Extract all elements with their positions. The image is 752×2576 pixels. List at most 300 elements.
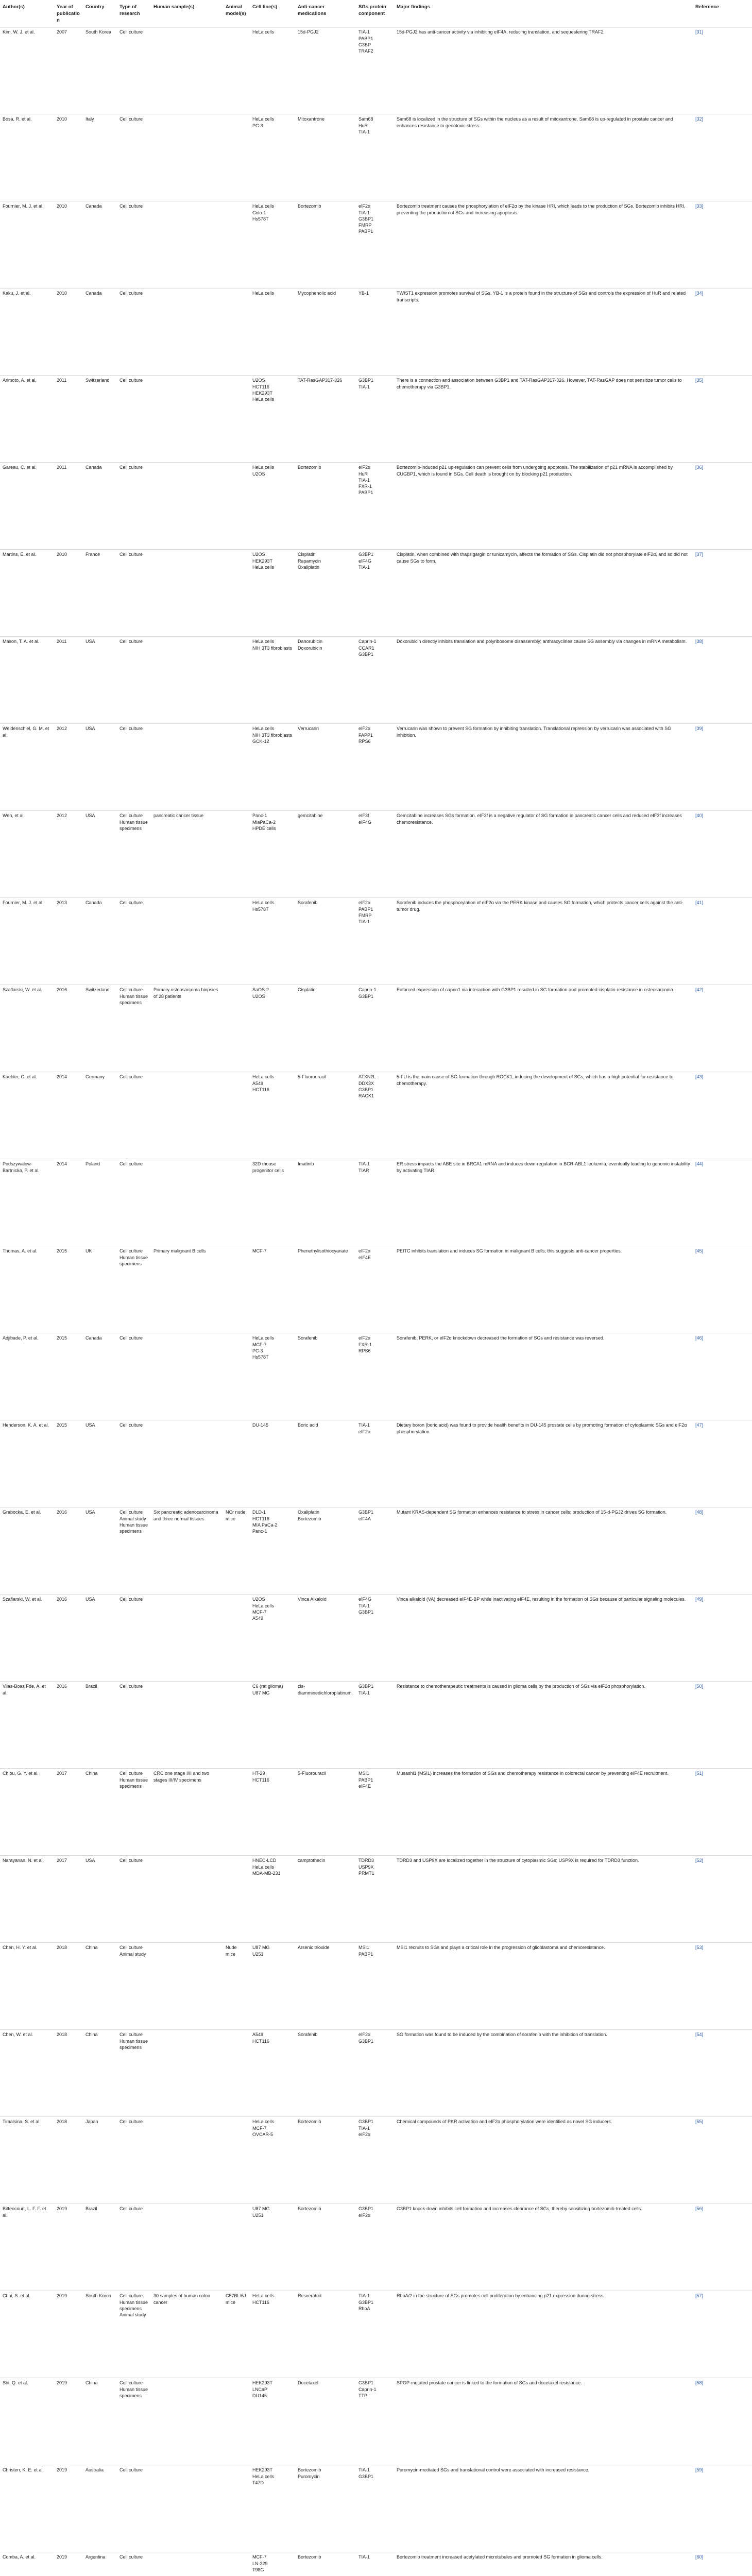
reference-link[interactable]: [44] (693, 1159, 752, 1246)
animal-model-cell (223, 1856, 250, 1943)
research-type-cell: Cell culture (117, 2204, 151, 2291)
research-type-cell: Cell culture Human tissue specimens (117, 2378, 151, 2465)
human-sample-cell (151, 2204, 223, 2291)
animal-model-cell (223, 811, 250, 898)
human-sample-cell (151, 2030, 223, 2117)
findings-cell: Cisplatin, when combined with thapsigargin or tunicamycin, affects the formation of SGs. Cisplatin did not phosphorylate eIF2α, and so did not cause SGs to form. (394, 550, 693, 637)
table-row (0, 1943, 752, 2030)
column-header: Cell line(s) (250, 0, 295, 27)
reference-link[interactable]: [59] (693, 2465, 752, 2552)
year-cell: 2019 (54, 2204, 83, 2291)
sg-protein-cell: G3BP1 TIA-1 eIF2α (356, 2117, 394, 2204)
findings-cell: Bortezomib-induced p21 up-regulation can prevent cells from undergoing apoptosis. The stabilization of p21 mRNA is accomplished by CUGBP1, which is found in SGs. Cell death is brought on by blocking p21 production. (394, 463, 693, 550)
reference-link[interactable]: [52] (693, 1856, 752, 1943)
research-type-cell: Cell culture Human tissue specimens (117, 985, 151, 1072)
cell-line-cell: 32D mouse progenitor cells (250, 1159, 295, 1246)
column-header: Major findings (394, 0, 693, 27)
findings-cell: Bortezomib treatment causes the phosphorylation of eIF2α by the kinase HRI, which leads to the production of SGs. Bortezomib inhibits HRI, preventing the production of SGs and increasing apoptosis. (394, 201, 693, 289)
research-type-cell: Cell culture (117, 289, 151, 376)
findings-cell: SG formation was found to be induced by the combination of sorafenib with the inhibition of translation. (394, 2030, 693, 2117)
reference-link[interactable]: [48] (693, 1507, 752, 1595)
reference-link[interactable]: [31] (693, 27, 752, 114)
reference-link[interactable]: [42] (693, 985, 752, 1072)
medication-cell: TAT-RasGAP317-326 (295, 376, 356, 463)
sg-protein-cell: eIF2α FXR-1 RPS6 (356, 1333, 394, 1420)
cell-line-cell: U2OS HeLa cells MCF-7 A549 (250, 1595, 295, 1682)
findings-cell: G3BP1 knock-down inhibits cell formation and increases clearance of SGs, thereby sensitizing bortezomib-treated cells. (394, 2204, 693, 2291)
findings-cell: Vinca alkaloid (VA) decreased eIF4E-BP while inactivating eIF4E, resulting in the formation of SGs because of particular signaling molecules. (394, 1595, 693, 1682)
sg-protein-cell: eIF2α G3BP1 (356, 2030, 394, 2117)
author-cell: Shi, Q. et al. (0, 2378, 54, 2465)
cell-line-cell: HeLa cells (250, 289, 295, 376)
animal-model-cell: C57BL/6J mice (223, 2291, 250, 2378)
sg-protein-cell: G3BP1 eIF2α (356, 2204, 394, 2291)
author-cell: Narayanan, N. et al. (0, 1856, 54, 1943)
research-type-cell: Cell culture (117, 1333, 151, 1420)
human-sample-cell (151, 2552, 223, 2576)
author-cell: Chen, W. et al. (0, 2030, 54, 2117)
research-type-cell: Cell culture (117, 27, 151, 114)
medication-cell: 5-Fluorouracil (295, 1072, 356, 1159)
column-header: Anti-cancer medications (295, 0, 356, 27)
findings-cell: ER stress impacts the ABE site in BRCA1 mRNA and induces down-regulation in BCR-ABL1 leukemia, eventually leading to genomic instability by activating TIAR. (394, 1159, 693, 1246)
findings-cell: TWIST1 expression promotes survival of SGs. YB-1 is a protein found in the structure of SGs and controls the expression of HuR and related transcripts. (394, 289, 693, 376)
reference-link[interactable]: [51] (693, 1769, 752, 1856)
cell-line-cell: SaOS-2 U2OS (250, 985, 295, 1072)
author-cell: Comba, A. et al. (0, 2552, 54, 2576)
author-cell: Arimoto, A. et al. (0, 376, 54, 463)
cell-line-cell: HNEC-LCD HeLa cells MDA-MB-231 (250, 1856, 295, 1943)
table-row (0, 289, 752, 376)
table-row (0, 1246, 752, 1333)
reference-link[interactable]: [53] (693, 1943, 752, 2030)
country-cell: USA (83, 1595, 117, 1682)
sg-protein-cell: G3BP1 eIF4A (356, 1507, 394, 1595)
year-cell: 2016 (54, 1595, 83, 1682)
human-sample-cell: Primary malignant B cells (151, 1246, 223, 1333)
table-row (0, 376, 752, 463)
year-cell: 2019 (54, 2378, 83, 2465)
author-cell: Mason, T. A. et al. (0, 637, 54, 724)
reference-link[interactable]: [33] (693, 201, 752, 289)
reference-link[interactable]: [32] (693, 114, 752, 201)
sg-protein-cell: eIF2α HuR TIA-1 FXR-1 PABP1 (356, 463, 394, 550)
research-type-cell: Cell culture (117, 1420, 151, 1507)
country-cell: Canada (83, 898, 117, 985)
reference-link[interactable]: [58] (693, 2378, 752, 2465)
medication-cell: Bortezomib (295, 2552, 356, 2576)
findings-cell: Resistance to chemotherapeutic treatments is caused in glioma cells by the production of SGs via eIF2α phosphorylation. (394, 1682, 693, 1769)
author-cell: Chiou, G. Y. et al. (0, 1769, 54, 1856)
reference-link[interactable]: [60] (693, 2552, 752, 2576)
author-cell: Kim, W. J. et al. (0, 27, 54, 114)
animal-model-cell (223, 1333, 250, 1420)
animal-model-cell (223, 201, 250, 289)
author-cell: Weldenschiel, G. M. et al. (0, 724, 54, 811)
cell-line-cell: HeLa cells MCF-7 PC-3 Hs578T (250, 1333, 295, 1420)
research-type-cell: Cell culture (117, 1682, 151, 1769)
human-sample-cell (151, 201, 223, 289)
table-row (0, 2378, 752, 2465)
medication-cell: Vinca Alkaloid (295, 1595, 356, 1682)
findings-cell: Dietary boron (boric acid) was found to provide health benefits in DU-145 prostate cells by promoting formation of cytoplasmic SGs and eIF2α phosphorylation. (394, 1420, 693, 1507)
country-cell: China (83, 2030, 117, 2117)
animal-model-cell (223, 637, 250, 724)
medication-cell: Arsenic trioxide (295, 1943, 356, 2030)
author-cell: Martins, E. et al. (0, 550, 54, 637)
human-sample-cell (151, 1420, 223, 1507)
column-header: Author(s) (0, 0, 54, 27)
findings-cell: Doxorubicin directly inhibits translation and polyribosome disassembly; anthracyclines cause SG assembly via changes in mRNA metabolism. (394, 637, 693, 724)
sg-protein-cell: G3BP1 eIF4G TIA-1 (356, 550, 394, 637)
year-cell: 2017 (54, 1856, 83, 1943)
reference-link[interactable]: [57] (693, 2291, 752, 2378)
sg-protein-cell: TIA-1 G3BP1 RhoA (356, 2291, 394, 2378)
cell-line-cell: HeLa cells HCT116 (250, 2291, 295, 2378)
human-sample-cell (151, 550, 223, 637)
year-cell: 2011 (54, 463, 83, 550)
table-row (0, 2030, 752, 2117)
table-row (0, 27, 752, 114)
animal-model-cell (223, 114, 250, 201)
table-row (0, 550, 752, 637)
cell-line-cell: HeLa cells A549 HCT116 (250, 1072, 295, 1159)
column-header: Type of research (117, 0, 151, 27)
human-sample-cell: pancreatic cancer tissue (151, 811, 223, 898)
research-type-cell: Cell culture Human tissue specimens (117, 1769, 151, 1856)
country-cell: USA (83, 1420, 117, 1507)
medication-cell: Boric acid (295, 1420, 356, 1507)
sg-protein-cell: TIA-1 eIF2α (356, 1420, 394, 1507)
year-cell: 2014 (54, 1159, 83, 1246)
animal-model-cell (223, 1682, 250, 1769)
medication-cell: Bortezomib (295, 201, 356, 289)
human-sample-cell (151, 376, 223, 463)
cell-line-cell: U2OS HCT116 HEK293T HeLa cells (250, 376, 295, 463)
table-row (0, 2465, 752, 2552)
country-cell: China (83, 2378, 117, 2465)
reference-link[interactable]: [46] (693, 1333, 752, 1420)
medication-cell: Bortezomib (295, 2117, 356, 2204)
year-cell: 2016 (54, 1507, 83, 1595)
medication-cell: camptothecin (295, 1856, 356, 1943)
reference-link[interactable]: [43] (693, 1072, 752, 1159)
medication-cell: Danorubicin Doxorubicin (295, 637, 356, 724)
research-type-cell: Cell culture (117, 637, 151, 724)
year-cell: 2016 (54, 985, 83, 1072)
research-type-cell: Cell culture (117, 2552, 151, 2576)
reference-link[interactable]: [56] (693, 2204, 752, 2291)
year-cell: 2010 (54, 289, 83, 376)
country-cell: Italy (83, 114, 117, 201)
research-type-cell: Cell culture (117, 1159, 151, 1246)
human-sample-cell: CRC one stage I/II and two stages III/IV specimens (151, 1769, 223, 1856)
country-cell: Poland (83, 1159, 117, 1246)
human-sample-cell: Six pancreatic adenocarcinoma and three normal tissues (151, 1507, 223, 1595)
medication-cell: Sorafenib (295, 1333, 356, 1420)
reference-link[interactable]: [45] (693, 1246, 752, 1333)
human-sample-cell (151, 898, 223, 985)
research-type-cell: Cell culture (117, 1856, 151, 1943)
research-type-cell: Cell culture Animal study (117, 1943, 151, 2030)
sg-protein-cell: TIA-1 TIAR (356, 1159, 394, 1246)
reference-link[interactable]: [39] (693, 724, 752, 811)
author-cell: Szaflarski, W. et al. (0, 1595, 54, 1682)
country-cell: Canada (83, 463, 117, 550)
findings-cell: Chemical compounds of PKR activation and eIF2α phosphorylation were identified as novel SG inducers. (394, 2117, 693, 2204)
country-cell: USA (83, 1507, 117, 1595)
author-cell: Thomas, A. et al. (0, 1246, 54, 1333)
country-cell: USA (83, 724, 117, 811)
author-cell: Fournier, M. J. et al. (0, 201, 54, 289)
year-cell: 2015 (54, 1246, 83, 1333)
reference-link[interactable]: [50] (693, 1682, 752, 1769)
medication-cell: Docetaxel (295, 2378, 356, 2465)
findings-cell: Gemcitabine increases SGs formation. eIF3f is a negative regulator of SG formation in pancreatic cancer cells and reduced eIF3f increases chemoresistance. (394, 811, 693, 898)
table-row (0, 2552, 752, 2576)
country-cell: Canada (83, 201, 117, 289)
country-cell: Switzerland (83, 985, 117, 1072)
year-cell: 2007 (54, 27, 83, 114)
author-cell: Wen, et al. (0, 811, 54, 898)
cell-line-cell: U87 MG U251 (250, 1943, 295, 2030)
animal-model-cell (223, 1595, 250, 1682)
sg-protein-cell: eIF4G TIA-1 G3BP1 (356, 1595, 394, 1682)
animal-model-cell (223, 2552, 250, 2576)
medication-cell: cis-diamminedichloroplatinum (295, 1682, 356, 1769)
table-header (0, 0, 752, 27)
medication-cell: Imatinib (295, 1159, 356, 1246)
column-header: Animal model(s) (223, 0, 250, 27)
country-cell: South Korea (83, 2291, 117, 2378)
sg-protein-cell: G3BP1 TIA-1 (356, 376, 394, 463)
table-row (0, 1856, 752, 1943)
reference-link[interactable]: [37] (693, 550, 752, 637)
cell-line-cell: MCF-7 (250, 1246, 295, 1333)
sg-protein-cell: TIA-1 (356, 2552, 394, 2576)
reference-link[interactable]: [36] (693, 463, 752, 550)
year-cell: 2015 (54, 1333, 83, 1420)
sg-protein-cell: TIA-1 G3BP1 (356, 2465, 394, 2552)
sg-protein-cell: eIF2α eIF4E (356, 1246, 394, 1333)
year-cell: 2015 (54, 1420, 83, 1507)
column-header: Reference (693, 0, 752, 27)
medication-cell: gemcitabine (295, 811, 356, 898)
human-sample-cell (151, 1943, 223, 2030)
animal-model-cell (223, 898, 250, 985)
reference-link[interactable]: [54] (693, 2030, 752, 2117)
table-row (0, 1507, 752, 1595)
column-header: Country (83, 0, 117, 27)
sg-protein-cell: eIF2α PABP1 FMRP TIA-1 (356, 898, 394, 985)
table-row (0, 1420, 752, 1507)
research-type-cell: Cell culture Human tissue specimens (117, 2030, 151, 2117)
findings-cell: 15d-PGJ2 has anti-cancer activity via inhibiting eIF4A, reducing translation, and sequestering TRAF2. (394, 27, 693, 114)
research-type-cell: Cell culture (117, 724, 151, 811)
findings-cell: Bortezomib treatment increased acetylated microtubules and promoted SG formation in glioma cells. (394, 2552, 693, 2576)
animal-model-cell (223, 1420, 250, 1507)
human-sample-cell: Primary osteosarcoma biopsies of 28 patients (151, 985, 223, 1072)
medication-cell: Sorafenib (295, 2030, 356, 2117)
cell-line-cell: HeLa cells MCF-7 OVCAR-5 (250, 2117, 295, 2204)
findings-cell: Musashi1 (MSI1) increases the formation of SGs and chemotherapy resistance in colorectal cancer by preventing eIF4E recruitment. (394, 1769, 693, 1856)
author-cell: Henderson, K. A. et al. (0, 1420, 54, 1507)
country-cell: USA (83, 811, 117, 898)
year-cell: 2013 (54, 898, 83, 985)
medication-cell: Mycophenolic acid (295, 289, 356, 376)
research-type-cell: Cell culture Animal study Human tissue specimens (117, 1507, 151, 1595)
medication-cell: Bortezomib (295, 463, 356, 550)
year-cell: 2012 (54, 811, 83, 898)
animal-model-cell (223, 289, 250, 376)
sg-protein-cell: ATXN2L DDX3X G3BP1 RACK1 (356, 1072, 394, 1159)
findings-cell: RhoA/2 in the structure of SGs promotes cell proliferation by enhancing p21 expression during stress. (394, 2291, 693, 2378)
findings-cell: PEITC inhibits translation and induces SG formation in malignant B cells; this suggests anti-cancer properties. (394, 1246, 693, 1333)
year-cell: 2018 (54, 2030, 83, 2117)
year-cell: 2011 (54, 637, 83, 724)
research-type-cell: Cell culture (117, 2117, 151, 2204)
findings-cell: Enforced expression of caprin1 via interaction with G3BP1 resulted in SG formation and promoted cisplatin resistance in osteosarcoma. (394, 985, 693, 1072)
animal-model-cell (223, 550, 250, 637)
country-cell: USA (83, 637, 117, 724)
cell-line-cell: DU-145 (250, 1420, 295, 1507)
findings-cell: TDRD3 and USP9X are localized together in the structure of cytoplasmic SGs; USP9X is required for TDRD3 function. (394, 1856, 693, 1943)
country-cell: Argentina (83, 2552, 117, 2576)
table-row (0, 637, 752, 724)
animal-model-cell (223, 1072, 250, 1159)
table-row (0, 114, 752, 201)
cell-line-cell: HeLa cells NIH 3T3 fibroblasts (250, 637, 295, 724)
animal-model-cell: NCr nude mice (223, 1507, 250, 1595)
human-sample-cell (151, 1159, 223, 1246)
reference-link[interactable]: [38] (693, 637, 752, 724)
research-type-cell: Cell culture (117, 1595, 151, 1682)
table-row (0, 2204, 752, 2291)
human-sample-cell (151, 463, 223, 550)
reference-link[interactable]: [40] (693, 811, 752, 898)
findings-cell: There is a connection and association between G3BP1 and TAT-RasGAP317-326. However, TAT-RasGAP does not sensitize tumor cells to chemotherapy via G3BP1. (394, 376, 693, 463)
medication-cell: Bortezomib Puromycin (295, 2465, 356, 2552)
findings-cell: SPOP-mutated prostate cancer is linked to the formation of SGs and docetaxel resistance. (394, 2378, 693, 2465)
cell-line-cell: DLD-1 HCT116 MIA PaCa-2 Panc-1 (250, 1507, 295, 1595)
medication-cell: Phenethylisothiocyanate (295, 1246, 356, 1333)
animal-model-cell (223, 2117, 250, 2204)
animal-model-cell (223, 2204, 250, 2291)
reference-link[interactable]: [41] (693, 898, 752, 985)
country-cell: China (83, 1769, 117, 1856)
cell-line-cell: MCF-7 LN-229 T98G (250, 2552, 295, 2576)
medication-cell: Cisplatin (295, 985, 356, 1072)
findings-cell: Mutant KRAS-dependent SG formation enhances resistance to stress in cancer cells; production of 15-d-PGJ2 drives SG formation. (394, 1507, 693, 1595)
reference-link[interactable]: [35] (693, 376, 752, 463)
table-row (0, 1769, 752, 1856)
author-cell: Choi, S. et al. (0, 2291, 54, 2378)
cell-line-cell: U2OS HEK293T HeLa cells (250, 550, 295, 637)
author-cell: Timalsina, S. et al. (0, 2117, 54, 2204)
table-row (0, 898, 752, 985)
findings-cell: 5-FU is the main cause of SG formation through ROCK1, inducing the development of SGs, which has a high potential for resistance to chemotherapy. (394, 1072, 693, 1159)
sg-protein-cell: TDRD3 USP9X PRMT1 (356, 1856, 394, 1943)
animal-model-cell: Nude mice (223, 1943, 250, 2030)
sg-protein-cell: MSI1 PABP1 (356, 1943, 394, 2030)
cell-line-cell: HeLa cells Colo-1 Hs578T (250, 201, 295, 289)
table-row (0, 724, 752, 811)
header-row (0, 0, 752, 27)
reference-link[interactable]: [34] (693, 289, 752, 376)
medication-cell: Cisplatin Rapamycin Oxaliplatin (295, 550, 356, 637)
findings-cell: Puromycin-mediated SGs and translational control were associated with increased resistance. (394, 2465, 693, 2552)
research-type-cell: Cell culture (117, 201, 151, 289)
cell-line-cell: Panc-1 MiaPaCa-2 HPDE cells (250, 811, 295, 898)
human-sample-cell (151, 114, 223, 201)
author-cell: Kaehler, C. et al. (0, 1072, 54, 1159)
year-cell: 2019 (54, 2291, 83, 2378)
table-row (0, 1682, 752, 1769)
human-sample-cell (151, 2378, 223, 2465)
research-type-cell: Cell culture (117, 463, 151, 550)
sg-protein-cell: eIF3f eIF4G (356, 811, 394, 898)
research-type-cell: Cell culture Human tissue specimens Animal study (117, 2291, 151, 2378)
findings-cell: Sorafenib induces the phosphorylation of eIF2α via the PERK kinase and causes SG formation, which protects cancer cells against the anti-tumor drug. (394, 898, 693, 985)
country-cell: Canada (83, 289, 117, 376)
country-cell: Australia (83, 2465, 117, 2552)
column-header: Year of publication (54, 0, 83, 27)
table-row (0, 1595, 752, 1682)
medication-cell: Oxaliplatin Bortezomib (295, 1507, 356, 1595)
author-cell: Bosa, R. et al. (0, 114, 54, 201)
table-row (0, 811, 752, 898)
country-cell: Brazil (83, 1682, 117, 1769)
human-sample-cell (151, 1595, 223, 1682)
medication-cell: Sorafenib (295, 898, 356, 985)
findings-cell: MSI1 recruits to SGs and plays a critical role in the progression of glioblastoma and chemoresistance. (394, 1943, 693, 2030)
sg-protein-cell: eIF2α TIA-1 G3BP1 FMRP PABP1 (356, 201, 394, 289)
reference-link[interactable]: [47] (693, 1420, 752, 1507)
animal-model-cell (223, 376, 250, 463)
reference-link[interactable]: [55] (693, 2117, 752, 2204)
year-cell: 2019 (54, 2552, 83, 2576)
medication-cell: Resveratrol (295, 2291, 356, 2378)
author-cell: Kaku, J. et al. (0, 289, 54, 376)
sg-protein-cell: Caprin-1 CCAR1 G3BP1 (356, 637, 394, 724)
author-cell: Adjibade, P. et al. (0, 1333, 54, 1420)
author-cell: Chen, H. Y. et al. (0, 1943, 54, 2030)
year-cell: 2019 (54, 2465, 83, 2552)
table-row (0, 1159, 752, 1246)
research-type-cell: Cell culture (117, 114, 151, 201)
animal-model-cell (223, 724, 250, 811)
table-body (0, 27, 752, 2576)
cell-line-cell: HeLa cells U2OS (250, 463, 295, 550)
sg-protein-cell: TIA-1 PABP1 G3BP TRAF2 (356, 27, 394, 114)
reference-link[interactable]: [49] (693, 1595, 752, 1682)
table-row (0, 1333, 752, 1420)
table-row (0, 1072, 752, 1159)
table-row (0, 985, 752, 1072)
author-cell: Gareau, C. et al. (0, 463, 54, 550)
author-cell: Bittencourt, L. F. F. et al. (0, 2204, 54, 2291)
country-cell: Canada (83, 1333, 117, 1420)
author-cell: Fournier, M. J. et al. (0, 898, 54, 985)
medication-cell: 15d-PGJ2 (295, 27, 356, 114)
cell-line-cell: HEK293T LNCaP DU145 (250, 2378, 295, 2465)
year-cell: 2011 (54, 376, 83, 463)
sg-protein-cell: Caprin-1 G3BP1 (356, 985, 394, 1072)
year-cell: 2018 (54, 1943, 83, 2030)
column-header: Human sample(s) (151, 0, 223, 27)
medication-cell: Bortezomib (295, 2204, 356, 2291)
findings-cell: Sam68 is localized in the structure of SGs within the nucleus as a result of mitoxantrone. Sam68 is up-regulated in prostate cancer and enhances resistance to genotoxic stress. (394, 114, 693, 201)
